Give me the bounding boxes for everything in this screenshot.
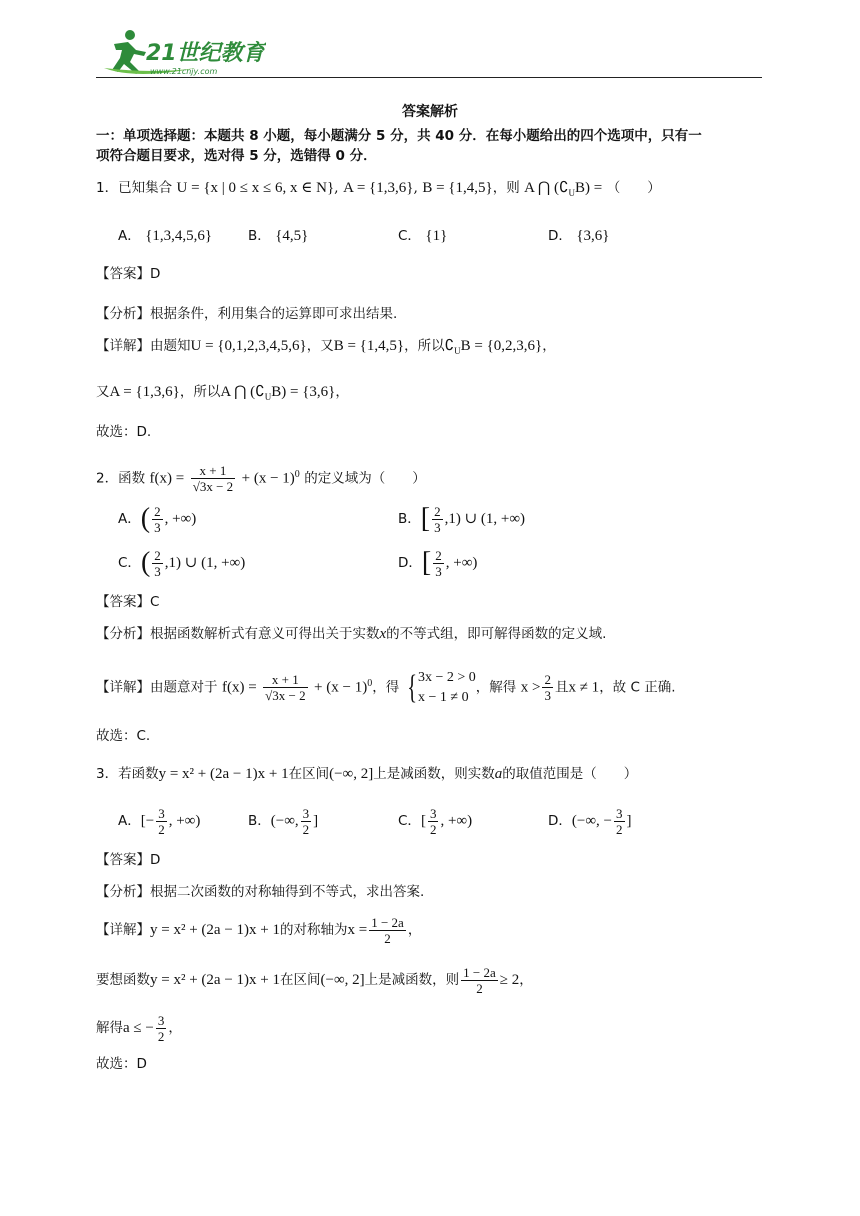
q3-option-b: B．(−∞, $\frac{3}{2}$ ] — [248, 805, 319, 837]
q3-option-d: D．(−∞, − $\frac{3}{2}$ ] — [548, 805, 632, 837]
q3-option-c: C．[ $\frac{3}{2}$ , +∞) — [398, 805, 473, 837]
q1-option-c: C． {1} — [398, 228, 448, 244]
q1-option-b: B． {4,5} — [248, 228, 309, 244]
q2-answer: 【答案】C — [96, 594, 160, 610]
q1-set-u: U = {x | 0 ≤ x ≤ 6, x ∈ N} — [176, 180, 335, 196]
q3-detail-line2: 要想函数y = x² + (2a − 1)x + 1在区间(−∞, 2]上是减函数，则 $\frac{1 - 2a}{2}$ ≥ 2， — [96, 964, 533, 996]
q2-option-c: C．( $\frac{2}{3}$ ,1) ∪ (1, +∞) — [118, 547, 246, 579]
section-intro-line1: 一：单项选择题：本题共 8 小题，每小题满分 5 分，共 40 分．在每小题给出的四个选项中，只有一 — [96, 128, 702, 144]
logo-url: www.21cnjy.com — [150, 67, 218, 76]
q1-answer: 【答案】D — [96, 266, 161, 282]
q1-stem: 1．已知集合 U = {x | 0 ≤ x ≤ 6, x ∈ N}, A = {1,3,6}, B = {1,4,5}，则 A ⋂ $(∁_UB)$ = （ ） — [96, 180, 661, 198]
q3-option-a: A．[− $\frac{3}{2}$ , +∞) — [118, 805, 201, 837]
q3-detail-line3: 解得a ≤ − $\frac{3}{2}$ ， — [96, 1012, 182, 1044]
page-title: 答案解析 — [402, 104, 458, 120]
q2-detail: 【详解】由题意对于 f(x) = $\frac{x + 1}{√3x - 2}$ + $(x - 1)^0$，得 { 3x − 2 > 0 x − 1 ≠ 0 ，解得 x > $\frac{2}{3}$ 且x ≠ 1，故 C 正确. — [96, 668, 676, 706]
q1-analysis: 【分析】根据条件，利用集合的运算即可求出结果. — [96, 306, 398, 322]
q1-option-d: D． {3,6} — [548, 228, 610, 244]
q1-detail-line1: 【详解】由题知U = {0,1,2,3,4,5,6}，又B = {1,4,5}，所以$∁_UB = \{0,2,3,6\}$， — [96, 338, 556, 356]
q3-answer: 【答案】D — [96, 852, 161, 868]
q1-detail-line2: 又A = {1,3,6}，所以A ⋂ $(∁_UB) = \{3,6\}$， — [96, 384, 349, 402]
q1-option-a: A． {1,3,4,5,6} — [118, 228, 213, 244]
q1-expr: A ⋂ $(∁_UB)$ = — [524, 180, 603, 198]
q2-option-a: A．( $\frac{2}{3}$ , +∞) — [118, 503, 197, 535]
q1-set-b: B = {1,4,5} — [422, 180, 493, 196]
q3-stem: 3．若函数y = x² + (2a − 1)x + 1在区间(−∞, 2]上是减函数，则实数a的取值范围是（ ） — [96, 766, 638, 782]
page-header — [96, 22, 762, 78]
q3-detail-line1: 【详解】y = x² + (2a − 1)x + 1的对称轴为x = $\frac{1 - 2a}{2}$ ， — [96, 914, 422, 946]
q3-analysis: 【分析】根据二次函数的对称轴得到不等式，求出答案. — [96, 884, 425, 900]
logo-text: 21世纪教育 — [146, 41, 265, 66]
q2-option-b: B．[ $\frac{2}{3}$ ,1) ∪ (1, +∞) — [398, 503, 526, 535]
runner-logo-icon — [96, 22, 266, 78]
q2-option-d: D．[ $\frac{2}{3}$ , +∞) — [398, 547, 478, 579]
q2-choose: 故选：C. — [96, 728, 151, 744]
q1-set-a: A = {1,3,6} — [343, 180, 414, 196]
q2-stem: 2．函数 f(x) = $\frac{x + 1}{√3x - 2}$ + $(x - 1)^0$ 的定义域为（ ） — [96, 463, 426, 495]
q3-choose: 故选：D — [96, 1056, 147, 1072]
q2-analysis: 【分析】根据函数解析式有意义可得出关于实数x的不等式组，即可解得函数的定义域. — [96, 626, 607, 642]
q1-choose: 故选：D. — [96, 424, 152, 440]
header-divider — [96, 77, 762, 78]
section-intro-line2: 项符合题目要求，选对得 5 分，选错得 0 分． — [96, 148, 377, 164]
